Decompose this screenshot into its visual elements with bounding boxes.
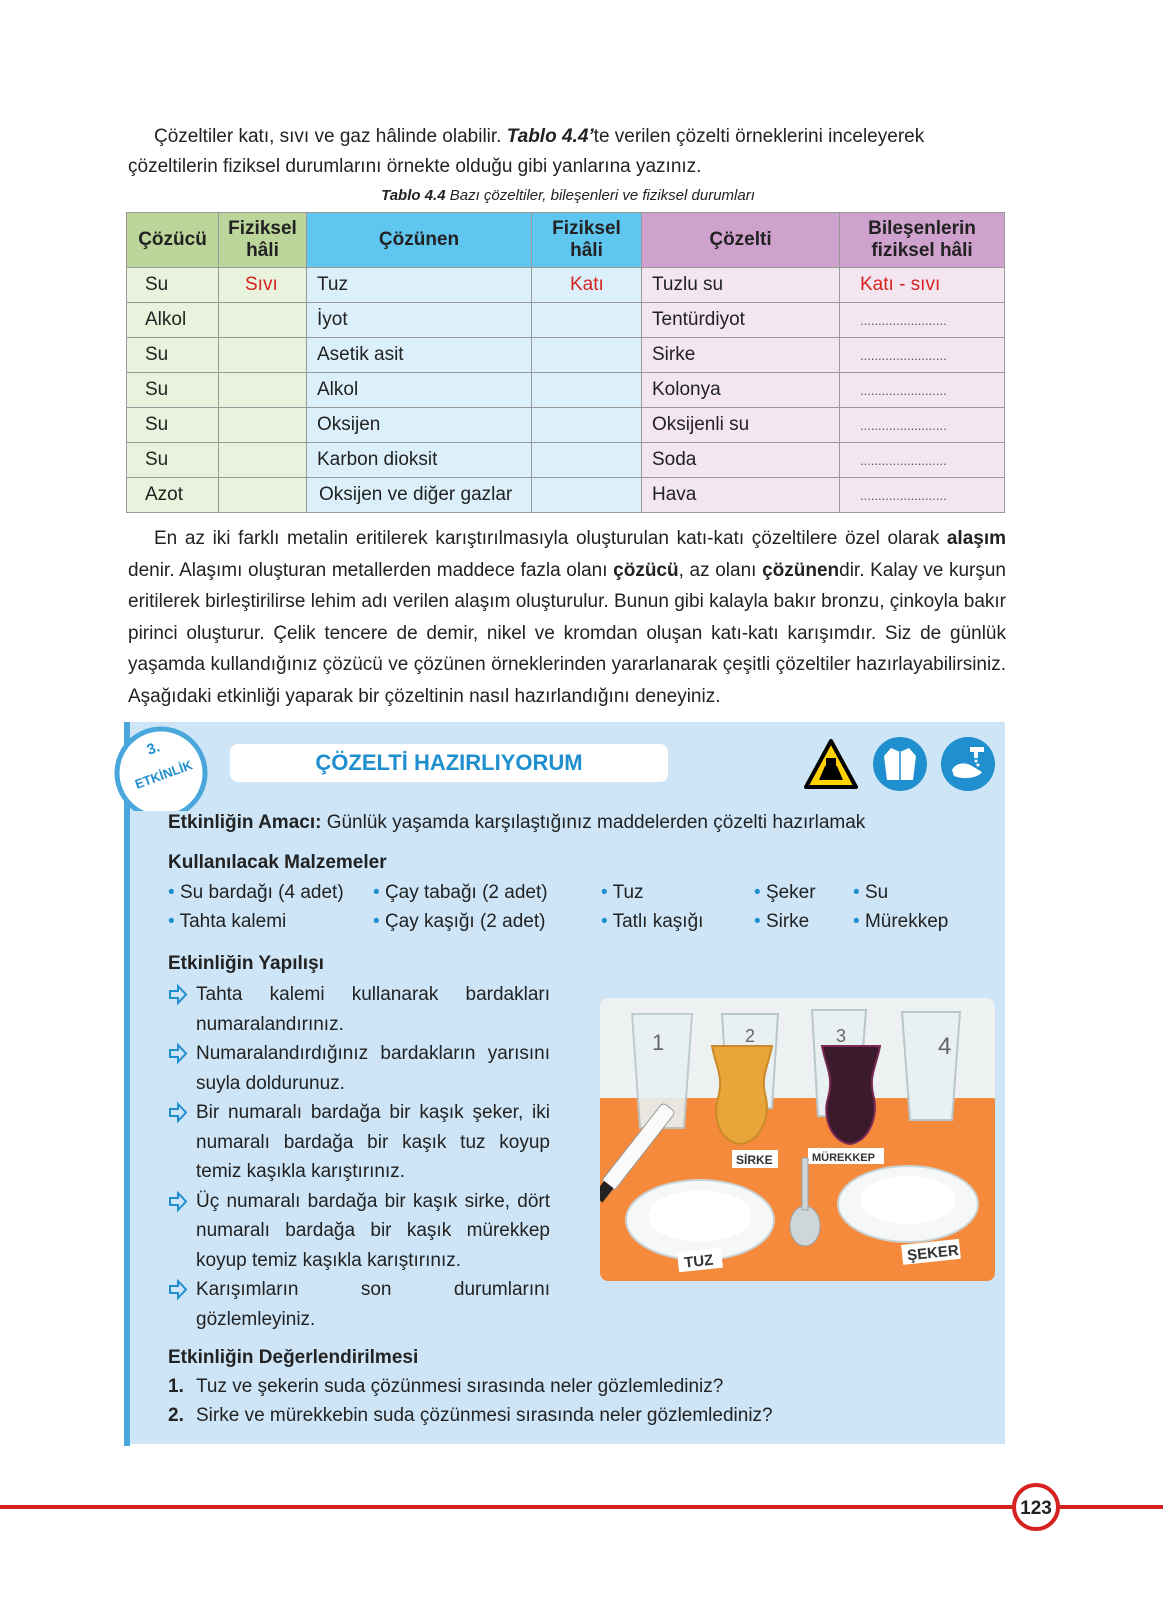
table-cell: Katı - sıvı (840, 268, 1005, 303)
svg-text:TUZ: TUZ (683, 1251, 715, 1272)
table-cell: Sıvı (219, 268, 307, 303)
page-number (1011, 1482, 1061, 1532)
table-cell (219, 373, 307, 408)
table-cell: Soda (642, 443, 840, 478)
header-solvent: Çözücü (127, 213, 219, 268)
table-cell (532, 373, 642, 408)
table-cell: Karbon dioksit (307, 443, 532, 478)
svg-text:MÜREKKEP: MÜREKKEP (812, 1152, 875, 1164)
table-cell: Alkol (307, 373, 532, 408)
experiment-photo (600, 998, 995, 1281)
glass-number: 1 (652, 1030, 665, 1055)
glass-4 (902, 1012, 960, 1120)
procedure-step: Karışımların son durumlarını gözlemleyiniz. (168, 1275, 550, 1334)
answer-blank: ........................ (840, 408, 1005, 443)
table-cell: Azot (127, 478, 219, 513)
activity-badge (111, 723, 209, 811)
evaluation-title: Etkinliğin Değerlendirilmesi (168, 1347, 419, 1368)
material-item: • Tatlı kaşığı (601, 911, 704, 932)
header-solute: Çözünen (307, 213, 532, 268)
arrow-right-icon (168, 1039, 188, 1068)
table-cell: Oksijenli su (642, 408, 840, 443)
table-row (127, 338, 1005, 373)
procedure-title: Etkinliğin Yapılışı (168, 953, 324, 974)
arrow-right-icon (168, 1098, 188, 1127)
material-item: • Çay tabağı (2 adet) (373, 882, 548, 903)
spoon (790, 1206, 820, 1246)
material-item: • Mürekkep (853, 911, 949, 932)
material-item: • Çay kaşığı (2 adet) (373, 911, 546, 932)
table-cell: Oksijen (307, 408, 532, 443)
activity-side-rule (124, 722, 130, 1446)
glass-number: 2 (745, 1026, 756, 1046)
table-cell (219, 478, 307, 513)
table-cell: Asetik asit (307, 338, 532, 373)
header-solution: Çözelti (642, 213, 840, 268)
svg-text:SİRKE: SİRKE (736, 1153, 773, 1167)
procedure-step: Tahta kalemi kullanarak bardakları numaralandırınız. (168, 980, 550, 1039)
solution-table (126, 212, 1005, 513)
table-cell (219, 408, 307, 443)
material-item: • Tuz (601, 882, 644, 903)
answer-blank: ........................ (840, 373, 1005, 408)
activity-number: 3. (144, 738, 163, 759)
table-row (127, 268, 1005, 303)
procedure-step: Numaralandırdığınız bardakların yarısını suyla doldurunuz. (168, 1039, 550, 1098)
table-row (127, 408, 1005, 443)
answer-blank: ........................ (840, 338, 1005, 373)
table-cell: Kolonya (642, 373, 840, 408)
header-solvent-state: Fiziksel hâli (219, 213, 307, 268)
evaluation-question: 2. Sirke ve mürekkebin suda çözünmesi sırasında neler gözlemlediniz? (168, 1405, 773, 1426)
procedure-step: Bir numaralı bardağa bir kaşık şeker, iki numaralı bardağa bir kaşık tuz koyup temiz kaşıkla karıştırınız. (168, 1098, 550, 1187)
table-cell: Oksijen ve diğer gazlar (307, 478, 532, 513)
chemical-warning-icon (803, 736, 859, 792)
table-cell (219, 443, 307, 478)
header-solute-state: Fiziksel hâli (532, 213, 642, 268)
table-cell: Su (127, 443, 219, 478)
arrow-right-icon (168, 980, 188, 1009)
table-cell (219, 303, 307, 338)
material-item: • Sirke (754, 911, 810, 932)
material-item: • Su (853, 882, 889, 903)
answer-blank: ........................ (840, 443, 1005, 478)
table-cell (532, 443, 642, 478)
table-cell: Tuz (307, 268, 532, 303)
arrow-right-icon (168, 1187, 188, 1216)
svg-text:123: 123 (1020, 1498, 1052, 1519)
table-cell (532, 338, 642, 373)
table-row (127, 373, 1005, 408)
table-header-row (127, 213, 1005, 268)
table-cell: İyot (307, 303, 532, 338)
table-cell: Alkol (127, 303, 219, 338)
alloy-paragraph: En az iki farklı metalin eritilerek karıştırılmasıyla oluşturulan katı-katı çözeltilere özel olarak alaşım denir. Alaşımı oluşturan metallerden maddece fazla olanı çözücü, az olanı çözünendir. Kalay ve kurşun eritilerek birleştirilirse lehim adı verilen alaşım oluşturulur. Bunun gibi kalayla bakır bronzu, çinkoyla bakır pirinci oluşturur. Çelik tencere de demir, nikel ve kromdan oluşan katı-katı karışımdır. Siz de günlük yaşamda kullandığınız çözücü ve çözünen örneklerinden yararlanarak çeşitli çözeltiler hazırlayabilirsiniz. Aşağıdaki etkinliği yaparak bir çözeltinin nasıl hazırlandığını deneyiniz. (128, 528, 1006, 707)
svg-text:ŞEKER: ŞEKER (906, 1242, 960, 1265)
activity-aim: Etkinliğin Amacı: Günlük yaşamda karşılaştığınız maddelerden çözelti hazırlamak (168, 812, 866, 833)
material-item: • Su bardağı (4 adet) (168, 882, 344, 903)
table-cell: Su (127, 373, 219, 408)
table-cell (532, 303, 642, 338)
procedure-steps (168, 980, 550, 1334)
table-cell: Su (127, 338, 219, 373)
material-item: • Tahta kalemi (168, 911, 287, 932)
wash-hands-icon (940, 736, 996, 792)
table-cell (532, 478, 642, 513)
table-cell: Su (127, 408, 219, 443)
intro-paragraph: Çözeltiler katı, sıvı ve gaz hâlinde olabilir. Tablo 4.4’te verilen çözelti örneklerini inceleyerek çözeltilerin fiziksel durumlarını örnekte olduğu gibi yanlarına yazınız. (128, 126, 925, 177)
table-cell (219, 338, 307, 373)
lab-coat-icon (872, 736, 928, 792)
answer-blank: ........................ (840, 478, 1005, 513)
glass-number: 4 (938, 1033, 952, 1060)
table-cell (532, 408, 642, 443)
table-cell: Su (127, 268, 219, 303)
arrow-right-icon (168, 1275, 188, 1304)
table-cell: Sirke (642, 338, 840, 373)
procedure-step: Üç numaralı bardağa bir kaşık sirke, dört numaralı bardağa bir kaşık mürekkep koyup temiz kaşıkla karıştırınız. (168, 1187, 550, 1276)
materials-title: Kullanılacak Malzemeler (168, 852, 387, 873)
activity-title: ÇÖZELTİ HAZIRLIYORUM (230, 744, 668, 782)
answer-blank: ........................ (840, 303, 1005, 338)
table-cell: Tuzlu su (642, 268, 840, 303)
table-row (127, 478, 1005, 513)
table-row (127, 443, 1005, 478)
table-cell: Katı (532, 268, 642, 303)
footer-rule (0, 1505, 1163, 1509)
table-caption: Tablo 4.4 Bazı çözeltiler, bileşenleri ve fiziksel durumları (381, 187, 755, 204)
activity-label: ETKİNLİK (132, 757, 195, 792)
table-cell: Hava (642, 478, 840, 513)
evaluation-question: 1. Tuz ve şekerin suda çözünmesi sırasında neler gözlemlediniz? (168, 1376, 724, 1397)
table-row (127, 303, 1005, 338)
glass-number: 3 (836, 1026, 847, 1046)
table-cell: Tentürdiyot (642, 303, 840, 338)
header-components-state: Bileşenlerin fiziksel hâli (840, 213, 1005, 268)
material-item: • Şeker (754, 882, 816, 903)
